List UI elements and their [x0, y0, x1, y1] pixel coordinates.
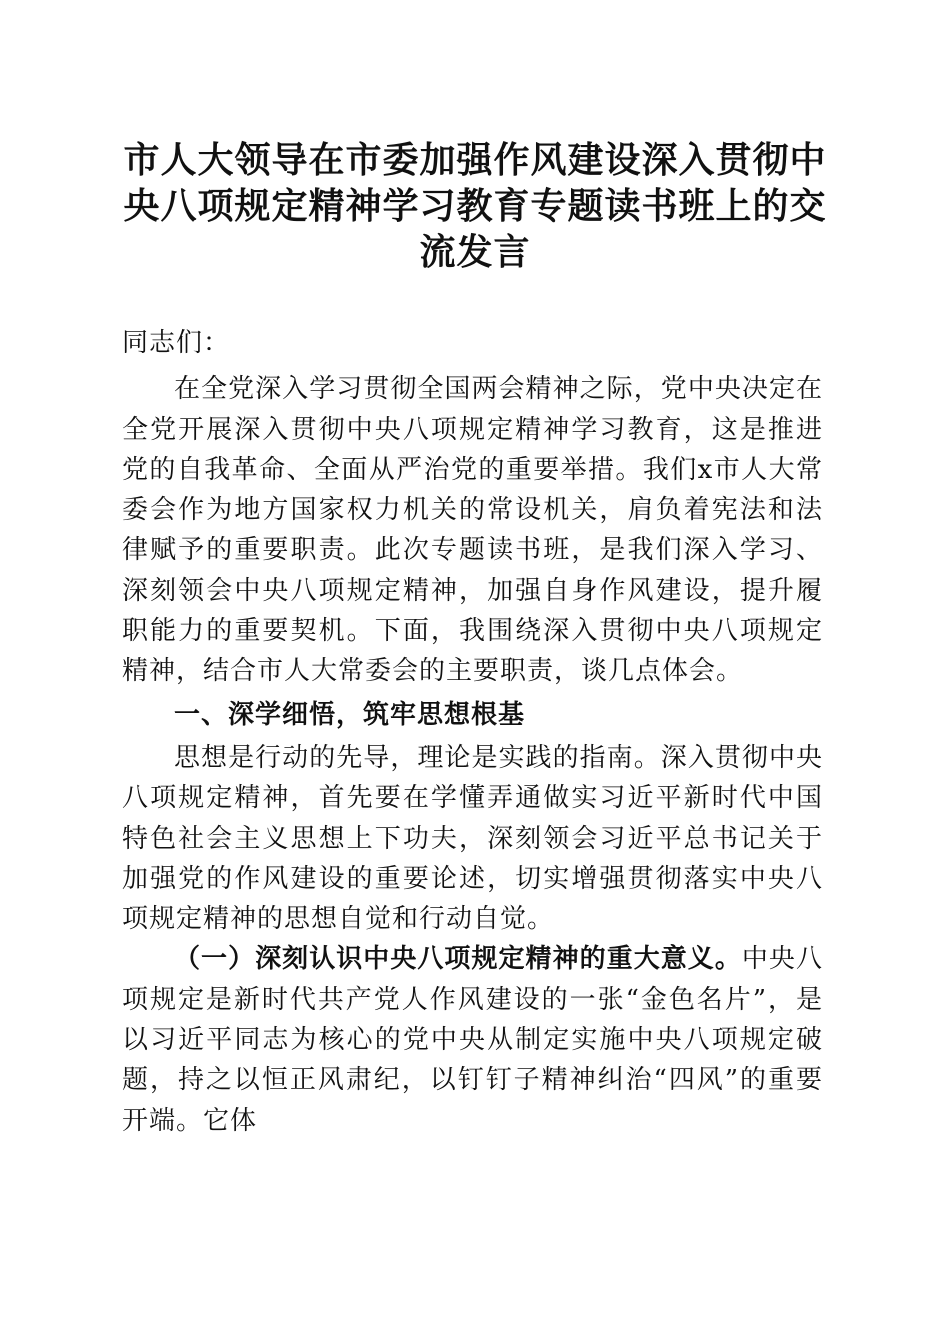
subsection-1-lead: （一）深刻认识中央八项规定精神的重大意义。 — [174, 944, 742, 975]
subsection-1-paragraph — [122, 939, 823, 1140]
salutation: 同志们： — [122, 328, 231, 358]
section-heading-1: 一、深学细悟，筑牢思想根基 — [174, 699, 526, 730]
subsection-1-body: 中央八项规定是新时代共产党人作风建设的一张“金色名片”，是以习近平同志为核心的党中央从制定实施中央八项规定破题，持之以恒正风肃纪，以钉钉子精神纠治“四风”的重要开端。它体 — [122, 944, 823, 1136]
document-title: 市人大领导在市委加强作风建设深入贯彻中央八项规定精神学习教育专题读书班上的交流发言 — [123, 139, 827, 273]
document-body — [122, 323, 823, 1141]
section-1-paragraph: 思想是行动的先导，理论是实践的指南。深入贯彻中央八项规定精神，首先要在学懂弄通做实习近平新时代中国特色社会主义思想上下功夫，深刻领会习近平总书记关于加强党的作风建设的重要论述，切实增强贯彻落实中央八项规定精神的思想自觉和行动自觉。 — [122, 742, 823, 935]
intro-paragraph: 在全党深入学习贯彻全国两会精神之际，党中央决定在全党开展深入贯彻中央八项规定精神学习教育，这是推进党的自我革命、全面从严治党的重要举措。我们x市人大常委会作为地方国家权力机关的常设机关，肩负着宪法和法律赋予的重要职责。此次专题读书班，是我们深入学习、深刻领会中央八项规定精神，加强自身作风建设，提升履职能力的重要契机。下面，我围绕深入贯彻中央八项规定精神，结合市人大常委会的主要职责，谈几点体会。 — [122, 374, 823, 687]
